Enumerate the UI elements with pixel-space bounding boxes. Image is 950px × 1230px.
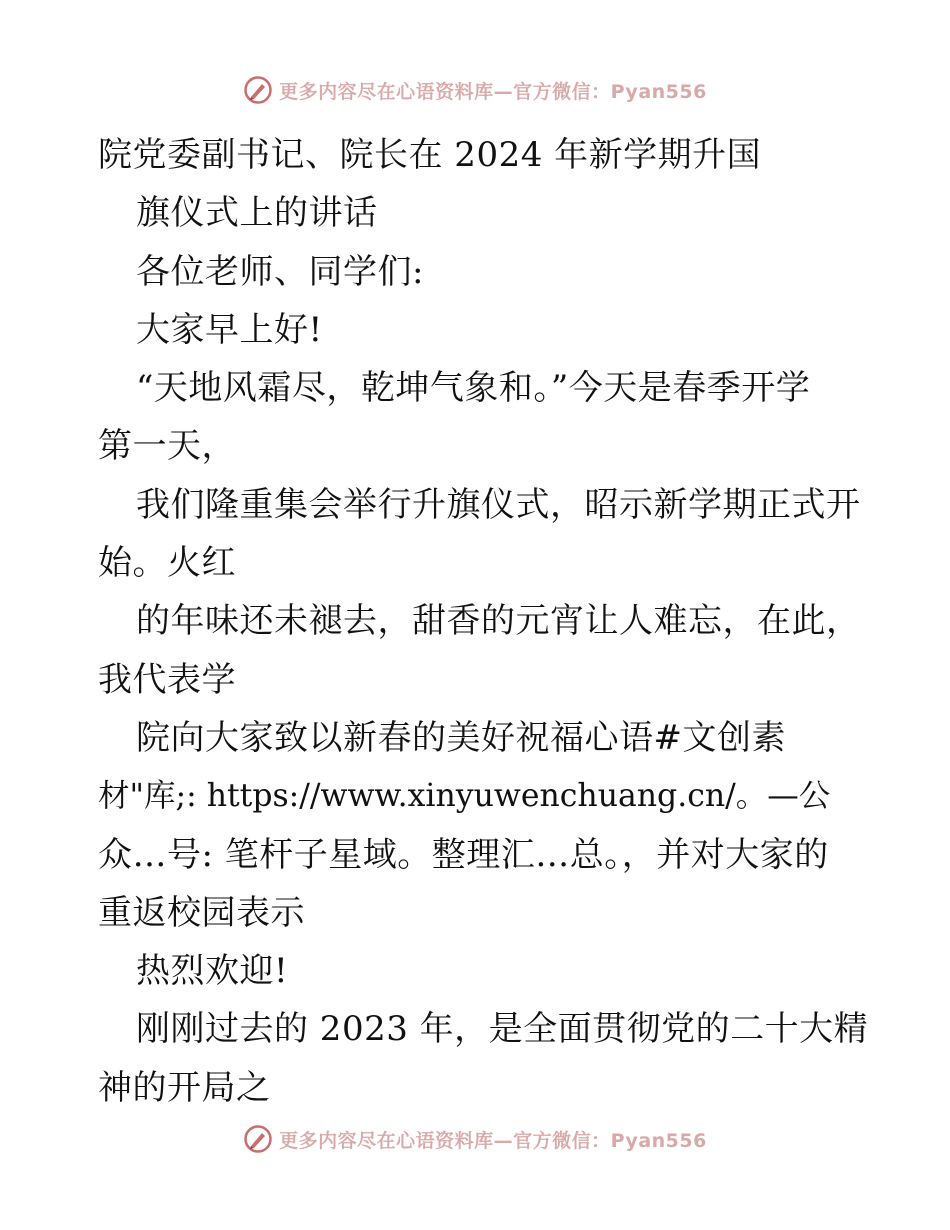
text-line: 我代表学 [98,659,236,700]
watermark-banner-bottom [0,1117,950,1161]
title-line-1: 院党委副书记、院长在 2024 年新学期升国 [98,135,762,175]
document-body [98,126,869,1117]
watermark-text: 更多内容尽在心语资料库—官方微信：Pyan556 [279,1129,707,1152]
text-line: 神的开局之 [98,1067,271,1108]
text-line: 众…号: 笔杆子星域。整理汇…总。，并对大家的 [98,834,829,875]
text-line: 我们隆重集会举行升旗仪式，昭示新学期正式开 [136,484,861,525]
title-line-2: 旗仪式上的讲话 [136,193,378,234]
text-line: “天地风霜尽，乾坤气象和。”今天是春季开学 [136,368,811,409]
text-line: 热烈欢迎! [136,951,289,992]
pen-logo-icon [243,1124,273,1154]
text-line: 各位老师、同学们: [136,251,424,292]
text-line: 刚刚过去的 2023 年，是全面贯彻党的二十大精 [136,1009,869,1050]
text-line: 的年味还未褪去，甜香的元宵让人难忘，在此， [136,601,861,642]
pen-logo-icon [243,75,273,105]
text-line: 第一天， [98,426,236,467]
text-line: 材"库;: https://www.xinyuwenchuang.cn/。—公 [98,778,831,815]
watermark-banner-top [0,68,950,112]
watermark-text: 更多内容尽在心语资料库—官方微信：Pyan556 [279,80,707,103]
text-line: 院向大家致以新春的美好祝福心语#文创素 [136,717,786,758]
text-line: 大家早上好! [136,309,323,350]
text-line: 重返校园表示 [98,892,305,933]
text-line: 始。火红 [98,543,236,584]
